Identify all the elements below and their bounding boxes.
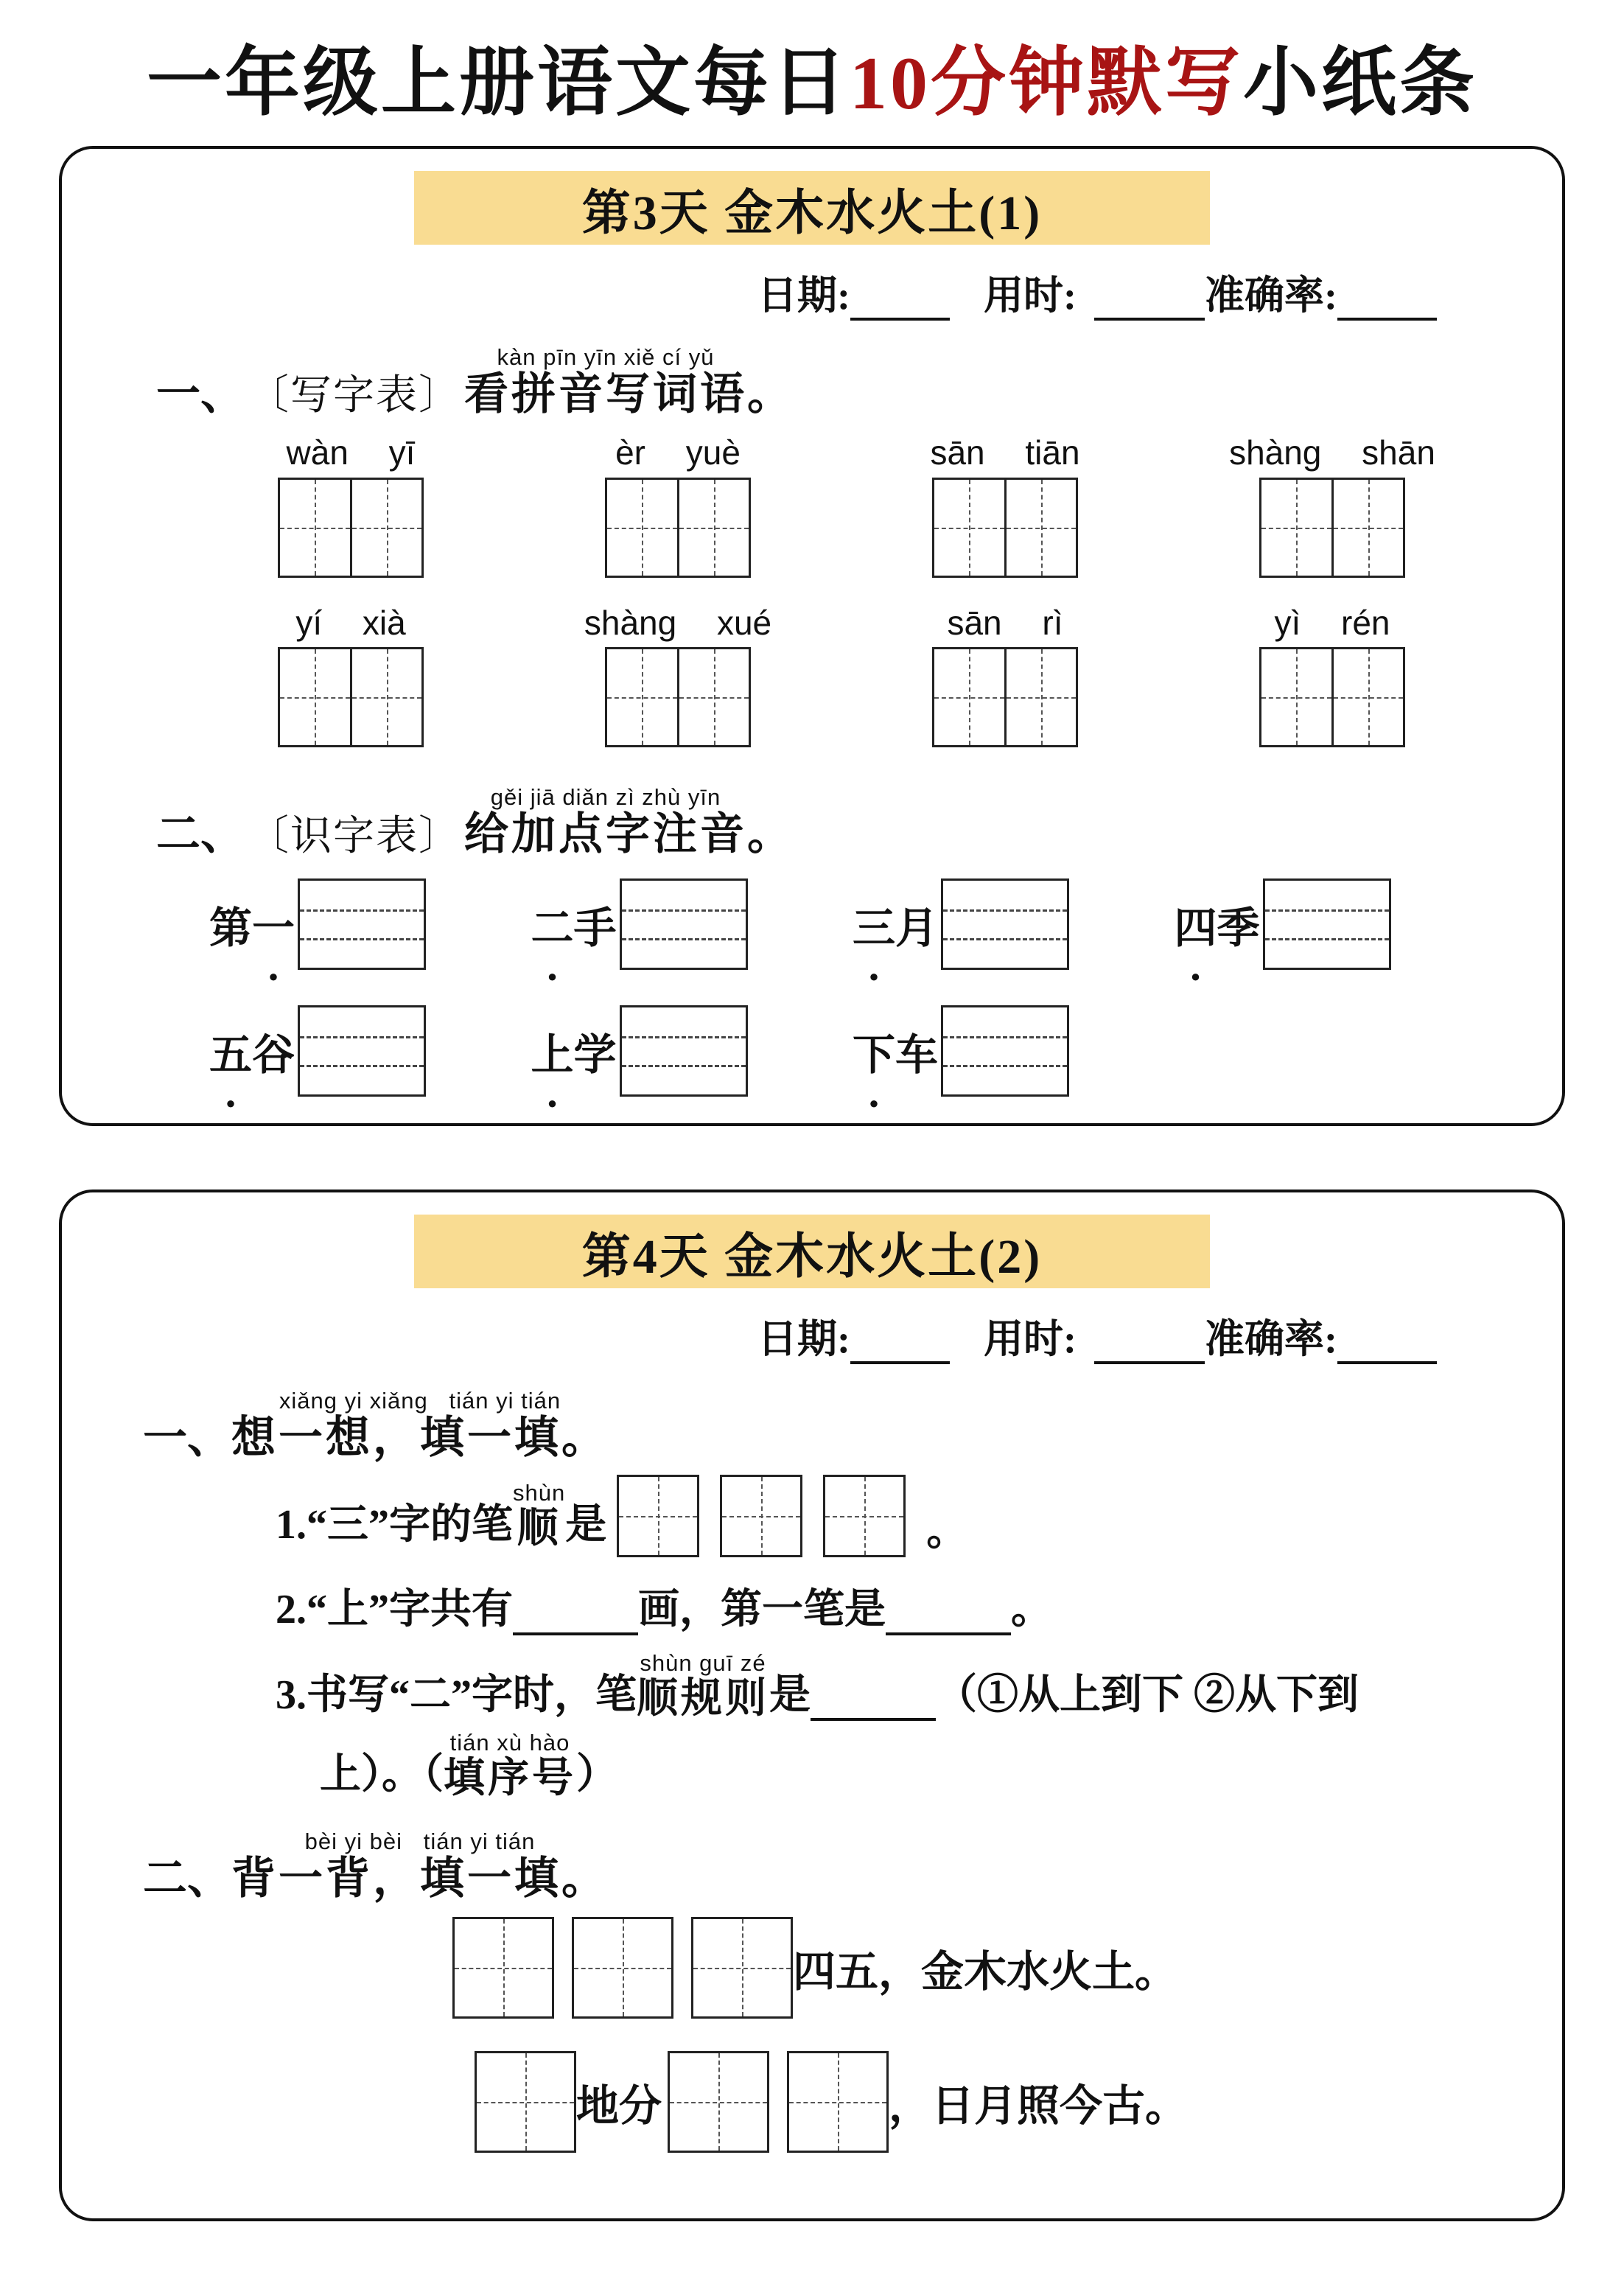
time-blank[interactable] (1094, 1323, 1205, 1364)
pinyin-writing-box[interactable] (620, 1005, 748, 1097)
page-title (0, 0, 1624, 125)
section-period: 。 (747, 370, 791, 419)
question-3-options: （①从上到下 ②从下到 (936, 1672, 1359, 1718)
question-3-line2: 上）。（ tián xù hào 填序号 ） (320, 1729, 617, 1801)
page-title-part1: 一年级上册语文每日 (147, 42, 850, 125)
question-1-period: 。 (926, 1509, 968, 1555)
worksheet-card-day3 (59, 146, 1565, 1126)
writing-grid[interactable] (278, 478, 424, 578)
section-tag: 〔识字表〕 (248, 813, 461, 859)
time-blank[interactable] (1094, 279, 1205, 321)
section-period: 。 (747, 810, 791, 859)
pinyin-writing-box[interactable] (298, 878, 426, 970)
annotation-word: 第一 ● (209, 893, 295, 955)
recite-text-2-end: ，日月照今古。 (889, 2081, 1189, 2130)
writing-grid[interactable] (1259, 478, 1405, 578)
date-label: 日期: (757, 1317, 851, 1362)
annotation-item (853, 878, 1069, 970)
answer-blank[interactable] (513, 1594, 638, 1635)
writing-grid[interactable] (932, 647, 1078, 747)
section-number: 二、 (156, 810, 245, 859)
page-title-part2: 小纸条 (1243, 42, 1477, 125)
day4-section2-heading (143, 1830, 1562, 1902)
section-title-with-pinyin (231, 1389, 609, 1461)
word-item (278, 604, 424, 748)
annotation-item (209, 878, 426, 970)
section-title-with-pinyin (464, 786, 747, 858)
writing-grid[interactable] (605, 478, 751, 578)
pinyin-word-grid (187, 434, 1496, 747)
section-title-text: 给加点字注音 (464, 810, 747, 859)
recite-text-1: 四五，金木水火土。 (793, 1947, 1178, 1996)
date-blank[interactable] (850, 279, 950, 321)
word-item (932, 604, 1078, 748)
inline-pinyin: shùn (513, 1480, 566, 1506)
day3-date-row (62, 264, 1562, 321)
stroke-order-box[interactable] (720, 1475, 802, 1557)
day3-banner: 第3天 金木水火土(1) (414, 171, 1210, 245)
pinyin-writing-box[interactable] (298, 1005, 426, 1097)
pinyin-writing-box[interactable] (1263, 878, 1391, 970)
stroke-order-box[interactable] (823, 1475, 906, 1557)
annotation-item (531, 1005, 748, 1097)
answer-blank[interactable] (886, 1594, 1011, 1635)
accuracy-label: 准确率: (1205, 273, 1337, 318)
section-tag: 〔写字表〕 (248, 373, 461, 419)
word-item (278, 434, 424, 578)
fill-char-box[interactable] (787, 2051, 889, 2153)
inline-pinyin: tián xù hào (449, 1729, 570, 1756)
section-title-text: 背一背，填一填。 (231, 1854, 609, 1903)
annotation-grid (209, 878, 1496, 1097)
day4-section1-heading (143, 1389, 1562, 1461)
pinyin-writing-box[interactable] (620, 878, 748, 970)
word-item (1259, 604, 1405, 748)
date-label: 日期: (757, 273, 851, 318)
accuracy-blank[interactable] (1337, 1323, 1437, 1364)
day4-banner: 第4天 金木水火土(2) (414, 1215, 1210, 1288)
worksheet-card-day4 (59, 1190, 1565, 2221)
section-title-pinyin: xiǎng yi xiǎng tián yi tián (279, 1388, 561, 1414)
word-item (605, 434, 751, 578)
word-item (1229, 434, 1435, 578)
section-title-with-pinyin (464, 346, 747, 418)
word-pinyin: èr yuè (615, 433, 741, 472)
accuracy-blank[interactable] (1337, 279, 1437, 321)
word-item (930, 434, 1079, 578)
recite-text-2-mid: 地分 (576, 2081, 662, 2130)
section-number: 一、 (143, 1414, 231, 1463)
word-item (584, 604, 771, 748)
word-pinyin: shàng xué (584, 603, 772, 642)
recite-fill-row-2 (475, 2051, 1562, 2153)
word-pinyin: shàng shān (1229, 433, 1435, 472)
date-blank[interactable] (850, 1323, 950, 1364)
annotation-item (1175, 878, 1391, 970)
annotation-item (853, 1005, 1069, 1097)
fill-char-box[interactable] (691, 1917, 793, 2019)
fill-char-box[interactable] (452, 1917, 554, 2019)
annotation-item (209, 1005, 426, 1097)
accuracy-label: 准确率: (1205, 1317, 1337, 1362)
stroke-order-box[interactable] (617, 1475, 699, 1557)
pinyin-writing-box[interactable] (941, 1005, 1069, 1097)
question-1 (276, 1475, 1562, 1557)
time-label: 用时: (984, 273, 1077, 318)
time-label: 用时: (984, 1317, 1077, 1362)
day4-date-row (62, 1307, 1562, 1364)
writing-grid[interactable] (278, 647, 424, 747)
question-3-line1: 3.书写“二”字时，笔 shùn guī zé 顺规则 是 （①从上到下 ②从下到 (276, 1650, 1359, 1722)
word-pinyin: sān rì (947, 603, 1063, 642)
section-number: 二、 (143, 1854, 231, 1903)
answer-blank[interactable] (811, 1680, 936, 1721)
annotation-word: 四 ●季 (1175, 893, 1260, 955)
writing-grid[interactable] (932, 478, 1078, 578)
writing-grid[interactable] (605, 647, 751, 747)
section-title-text: 看拼音写词语 (464, 370, 747, 419)
inline-pinyin: shùn guī zé (640, 1650, 766, 1677)
fill-char-box[interactable] (572, 1917, 673, 2019)
writing-grid[interactable] (1259, 647, 1405, 747)
annotation-word: 二 ●手 (531, 893, 617, 955)
annotation-word: 五 ●谷 (209, 1020, 295, 1082)
word-pinyin: yí xià (295, 603, 406, 642)
annotation-item (531, 878, 748, 970)
fill-char-box[interactable] (475, 2051, 576, 2153)
day3-section2-heading (156, 786, 1562, 858)
section-title-pinyin: gěi jiā diǎn zì zhù yīn (490, 784, 721, 811)
pinyin-writing-box[interactable] (941, 878, 1069, 970)
page-title-highlight: 10分钟默写 (850, 42, 1243, 125)
section-number: 一、 (156, 370, 245, 419)
question-1-text: 1.“三”字的笔 shùn 顺 是 (276, 1480, 607, 1552)
word-pinyin: yì rén (1274, 603, 1390, 642)
recite-fill-row-1 (452, 1917, 1562, 2019)
section-title-with-pinyin (231, 1830, 609, 1902)
annotation-word: 三 ●月 (853, 893, 938, 955)
section-title-pinyin: bèi yi bèi tián yi tián (304, 1828, 536, 1854)
question-2: 2.“上”字共有 画，第一笔是 。 (276, 1576, 1562, 1635)
word-pinyin: sān tiān (930, 433, 1080, 472)
fill-char-box[interactable] (668, 2051, 769, 2153)
word-pinyin: wàn yī (286, 433, 416, 472)
day3-section1-heading (156, 346, 1562, 418)
section-title-pinyin: kàn pīn yīn xiě cí yǔ (497, 344, 715, 371)
annotation-word: 下 ●车 (853, 1020, 938, 1082)
section-title-text: 想一想，填一填。 (231, 1414, 609, 1463)
annotation-word: 上 ●学 (531, 1020, 617, 1082)
